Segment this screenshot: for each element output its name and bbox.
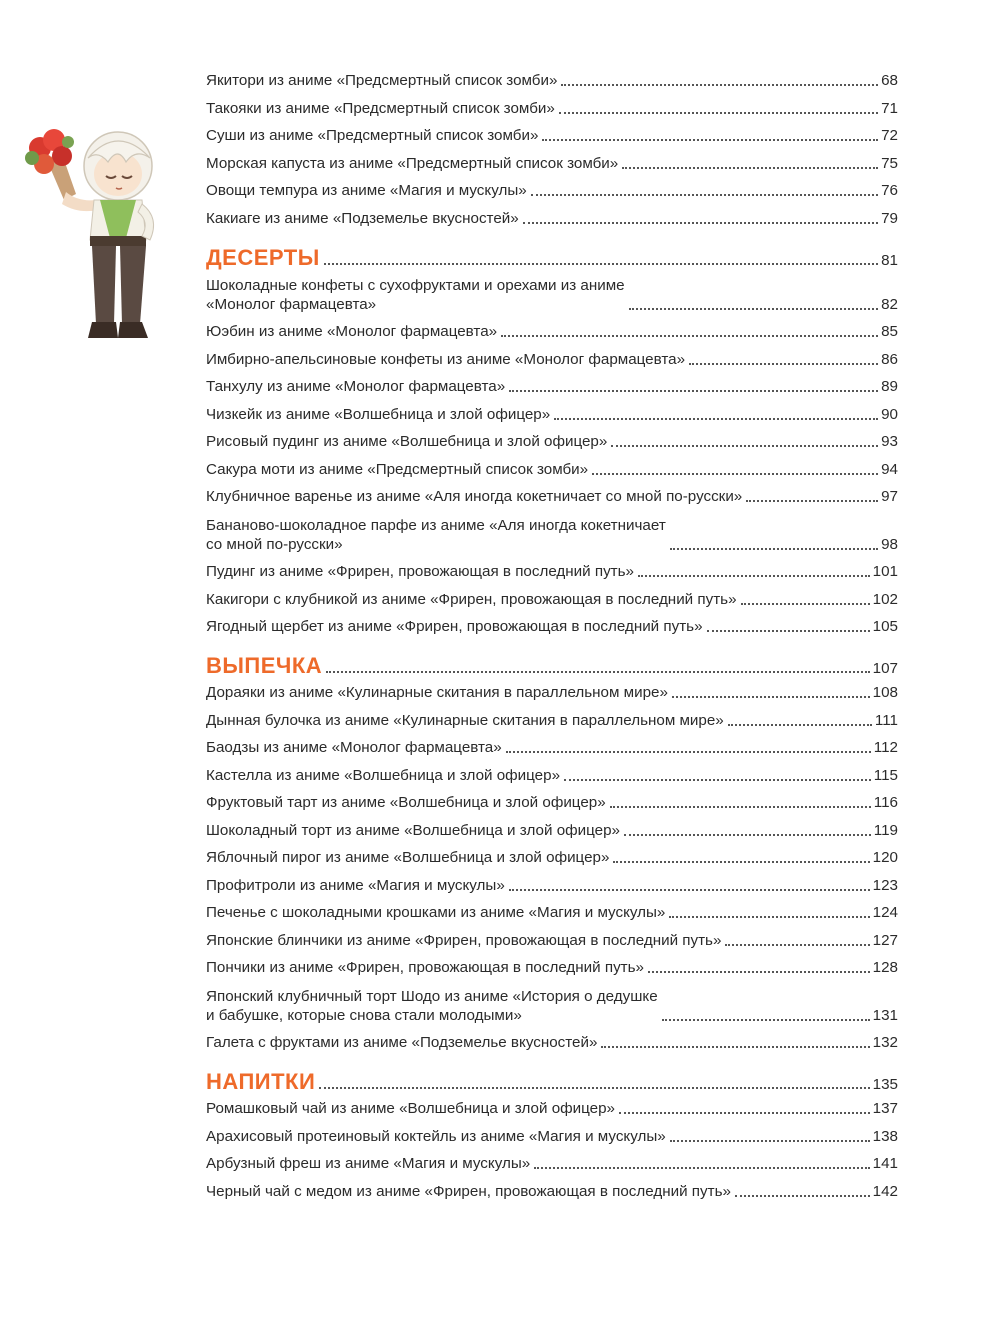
entry-title: Галета с фруктами из аниме «Подземелье вкусностей»	[206, 1034, 598, 1051]
entry-title: Пончики из аниме «Фрирен, провожающая в последний путь»	[206, 959, 644, 976]
toc-entry[interactable]	[206, 767, 898, 785]
entry-title: Такояки из аниме «Предсмертный список зомби»	[206, 99, 555, 117]
entry-title: Овощи темпура из аниме «Магия и мускулы»	[206, 182, 527, 199]
entry-title: Какиаге из аниме «Подземелье вкусностей»	[206, 209, 519, 227]
dot-leader	[689, 362, 878, 365]
page-number: 111	[874, 711, 898, 729]
entry-title: Баодзы из аниме «Монолог фармацевта»	[206, 739, 502, 756]
page-number: 94	[881, 460, 898, 478]
toc-entry[interactable]	[206, 351, 898, 369]
dot-leader	[670, 1139, 870, 1142]
dot-leader	[728, 723, 872, 726]
page-number: 68	[881, 72, 898, 89]
page-number: 75	[881, 154, 898, 172]
entry-title: Пудинг из аниме «Фрирен, провожающая в последний путь»	[206, 563, 635, 580]
entry-title: Какигори с клубникой из аниме «Фрирен, провожающая в последний путь»	[206, 590, 737, 608]
entry-title: Танхулу из аниме «Монолог фармацевта»	[206, 378, 506, 395]
toc-entry[interactable]	[206, 155, 898, 173]
toc-entry[interactable]	[206, 739, 898, 757]
toc-entry[interactable]	[206, 72, 898, 90]
entry-title	[206, 516, 666, 554]
toc-intro-list	[206, 72, 898, 228]
toc-desserts-list	[206, 276, 898, 637]
dot-leader	[601, 1045, 869, 1048]
dot-leader	[561, 83, 878, 86]
section-title: НАПИТКИ	[206, 1069, 316, 1094]
toc-entry[interactable]	[206, 591, 898, 609]
entry-title-line2: «Монолог фармацевта»	[206, 295, 377, 313]
page-number: 90	[881, 405, 898, 423]
toc-entry[interactable]	[206, 127, 898, 145]
table-of-contents	[206, 72, 898, 1210]
page-number: 132	[872, 1034, 898, 1051]
entry-title-line1: Шоколадные конфеты с сухофруктами и орехами из аниме	[206, 276, 625, 294]
entry-title: Кастелла из аниме «Волшебница и злой офицер»	[206, 766, 561, 784]
page-number: 135	[872, 1076, 898, 1093]
dot-leader	[619, 1111, 870, 1114]
entry-title: Японские блинчики из аниме «Фрирен, провожающая в последний путь»	[206, 931, 722, 949]
dot-leader	[324, 262, 878, 265]
entry-title: Яблочный пирог из аниме «Волшебница и злой офицер»	[206, 849, 610, 866]
entry-title: Ягодный щербет из аниме «Фрирен, провожающая в последний путь»	[206, 618, 703, 635]
dot-leader	[741, 602, 870, 605]
entry-title: Арахисовый протеиновый коктейль из аниме «Магия и мускулы»	[206, 1127, 666, 1145]
dot-leader	[523, 221, 878, 224]
toc-entry[interactable]	[206, 959, 898, 977]
dot-leader	[622, 166, 878, 169]
toc-drinks-list	[206, 1100, 898, 1201]
toc-entry[interactable]	[206, 849, 898, 867]
toc-entry[interactable]	[206, 210, 898, 228]
toc-entry[interactable]	[206, 1034, 898, 1052]
page-number: 102	[872, 590, 898, 608]
section-desserts-heading[interactable]	[206, 240, 898, 270]
toc-entry[interactable]	[206, 794, 898, 812]
page-number: 115	[873, 766, 898, 784]
page-number: 82	[881, 295, 898, 313]
entry-title: Имбирно-апельсиновые конфеты из аниме «Монолог фармацевта»	[206, 350, 686, 368]
toc-entry[interactable]	[206, 563, 898, 581]
section-title: ДЕСЕРТЫ	[206, 244, 320, 270]
dot-leader	[534, 1166, 869, 1169]
page-number: 141	[872, 1155, 898, 1172]
page-number: 108	[872, 684, 898, 701]
dot-leader	[648, 970, 870, 973]
toc-entry[interactable]	[206, 276, 898, 314]
page-number: 89	[881, 378, 898, 395]
entry-title: Сакура моти из аниме «Предсмертный список зомби»	[206, 460, 589, 478]
entry-title: Ромашковый чай из аниме «Волшебница и злой офицер»	[206, 1100, 616, 1117]
entry-title: Арбузный фреш из аниме «Магия и мускулы»	[206, 1155, 531, 1172]
dot-leader	[670, 547, 878, 550]
dot-leader	[509, 888, 870, 891]
page-number: 93	[881, 433, 898, 450]
toc-entry[interactable]	[206, 378, 898, 396]
dot-leader	[531, 193, 878, 196]
toc-entry[interactable]	[206, 618, 898, 636]
page-number: 127	[872, 931, 898, 949]
entry-title: Шоколадный торт из аниме «Волшебница и злой офицер»	[206, 821, 620, 839]
entry-title	[206, 276, 625, 314]
page-number: 128	[872, 959, 898, 976]
page-number: 97	[881, 488, 898, 505]
page-number: 138	[872, 1127, 898, 1145]
page-number: 142	[872, 1182, 898, 1200]
toc-entry[interactable]	[206, 1128, 898, 1146]
page-number: 137	[872, 1100, 898, 1117]
dot-leader	[610, 805, 871, 808]
dot-leader	[662, 1018, 870, 1021]
dot-leader	[592, 472, 878, 475]
dot-leader	[509, 389, 878, 392]
toc-entry[interactable]	[206, 516, 898, 554]
toc-entry[interactable]	[206, 987, 898, 1025]
entry-title: Черный чай с медом из аниме «Фрирен, провожающая в последний путь»	[206, 1182, 731, 1200]
entry-title: Профитроли из аниме «Магия и мускулы»	[206, 876, 505, 894]
toc-entry[interactable]	[206, 877, 898, 895]
dot-leader	[725, 943, 869, 946]
entry-title-line2: и бабушке, которые снова стали молодыми»	[206, 1006, 522, 1024]
entry-title: Дынная булочка из аниме «Кулинарные скитания в параллельном мире»	[206, 711, 724, 729]
toc-entry[interactable]	[206, 822, 898, 840]
entry-title: Чизкейк из аниме «Волшебница и злой офицер»	[206, 405, 551, 423]
toc-entry[interactable]	[206, 100, 898, 118]
dot-leader	[326, 670, 869, 673]
toc-entry[interactable]	[206, 1100, 898, 1118]
dot-leader	[554, 417, 878, 420]
entry-title: Морская капуста из аниме «Предсмертный список зомби»	[206, 154, 619, 172]
page-number: 72	[881, 127, 898, 144]
page-number: 85	[881, 323, 898, 340]
page-number: 76	[881, 182, 898, 199]
toc-entry[interactable]	[206, 406, 898, 424]
page-number: 124	[872, 904, 898, 921]
dot-leader	[564, 778, 871, 781]
dot-leader	[319, 1086, 869, 1089]
entry-title: Печенье с шоколадными крошками из аниме «Магия и мускулы»	[206, 904, 666, 921]
toc-entry[interactable]	[206, 684, 898, 702]
section-drinks-heading[interactable]	[206, 1064, 898, 1094]
entry-title: Суши из аниме «Предсмертный список зомби»	[206, 127, 539, 144]
page-number: 123	[872, 876, 898, 894]
page-number: 86	[881, 350, 898, 368]
entry-title: Дораяки из аниме «Кулинарные скитания в параллельном мире»	[206, 684, 668, 701]
entry-title: Рисовый пудинг из аниме «Волшебница и злой офицер»	[206, 433, 608, 450]
page-number: 119	[873, 821, 898, 839]
toc-entry[interactable]	[206, 932, 898, 950]
page-number: 107	[872, 660, 898, 677]
dot-leader	[624, 833, 871, 836]
page-number: 71	[881, 99, 898, 117]
toc-entry[interactable]	[206, 1183, 898, 1201]
page-number: 112	[873, 739, 898, 756]
page-number: 101	[872, 563, 898, 580]
toc-entry[interactable]	[206, 433, 898, 451]
page-number: 98	[881, 535, 898, 553]
page-number: 81	[881, 251, 898, 269]
dot-leader	[611, 444, 878, 447]
dot-leader	[669, 915, 869, 918]
entry-title: Фруктовый тарт из аниме «Волшебница и злой офицер»	[206, 794, 606, 811]
dot-leader	[613, 860, 869, 863]
dot-leader	[746, 499, 878, 502]
page-number: 120	[872, 849, 898, 866]
entry-title-line2: со мной по-русски»	[206, 535, 343, 553]
page-number: 116	[873, 794, 898, 811]
chibi-character-illustration	[18, 118, 168, 348]
dot-leader	[559, 111, 878, 114]
dot-leader	[506, 750, 871, 753]
toc-baking-list	[206, 684, 898, 1052]
dot-leader	[638, 574, 870, 577]
toc-entry[interactable]	[206, 904, 898, 922]
dot-leader	[629, 307, 878, 310]
entry-title: Клубничное варенье из аниме «Аля иногда кокетничает со мной по-русски»	[206, 488, 743, 505]
toc-entry[interactable]	[206, 461, 898, 479]
entry-title-line1: Японский клубничный торт Шодо из аниме «История о дедушке	[206, 987, 658, 1005]
entry-title	[206, 987, 658, 1025]
toc-entry[interactable]	[206, 1155, 898, 1173]
entry-title: Якитори из аниме «Предсмертный список зомби»	[206, 72, 558, 89]
page-number: 105	[872, 618, 898, 635]
toc-entry[interactable]	[206, 488, 898, 506]
toc-entry[interactable]	[206, 182, 898, 200]
toc-entry[interactable]	[206, 712, 898, 730]
toc-entry[interactable]	[206, 323, 898, 341]
dot-leader	[501, 334, 878, 337]
dot-leader	[735, 1194, 870, 1197]
page-number: 131	[872, 1006, 898, 1024]
dot-leader	[707, 629, 870, 632]
entry-title: Юэбин из аниме «Монолог фармацевта»	[206, 323, 498, 340]
section-title: ВЫПЕЧКА	[206, 653, 323, 678]
dot-leader	[542, 138, 878, 141]
entry-title-line1: Бананово-шоколадное парфе из аниме «Аля иногда кокетничает	[206, 516, 666, 534]
dot-leader	[672, 695, 870, 698]
section-baking-heading[interactable]	[206, 648, 898, 678]
page-number: 79	[881, 209, 898, 227]
